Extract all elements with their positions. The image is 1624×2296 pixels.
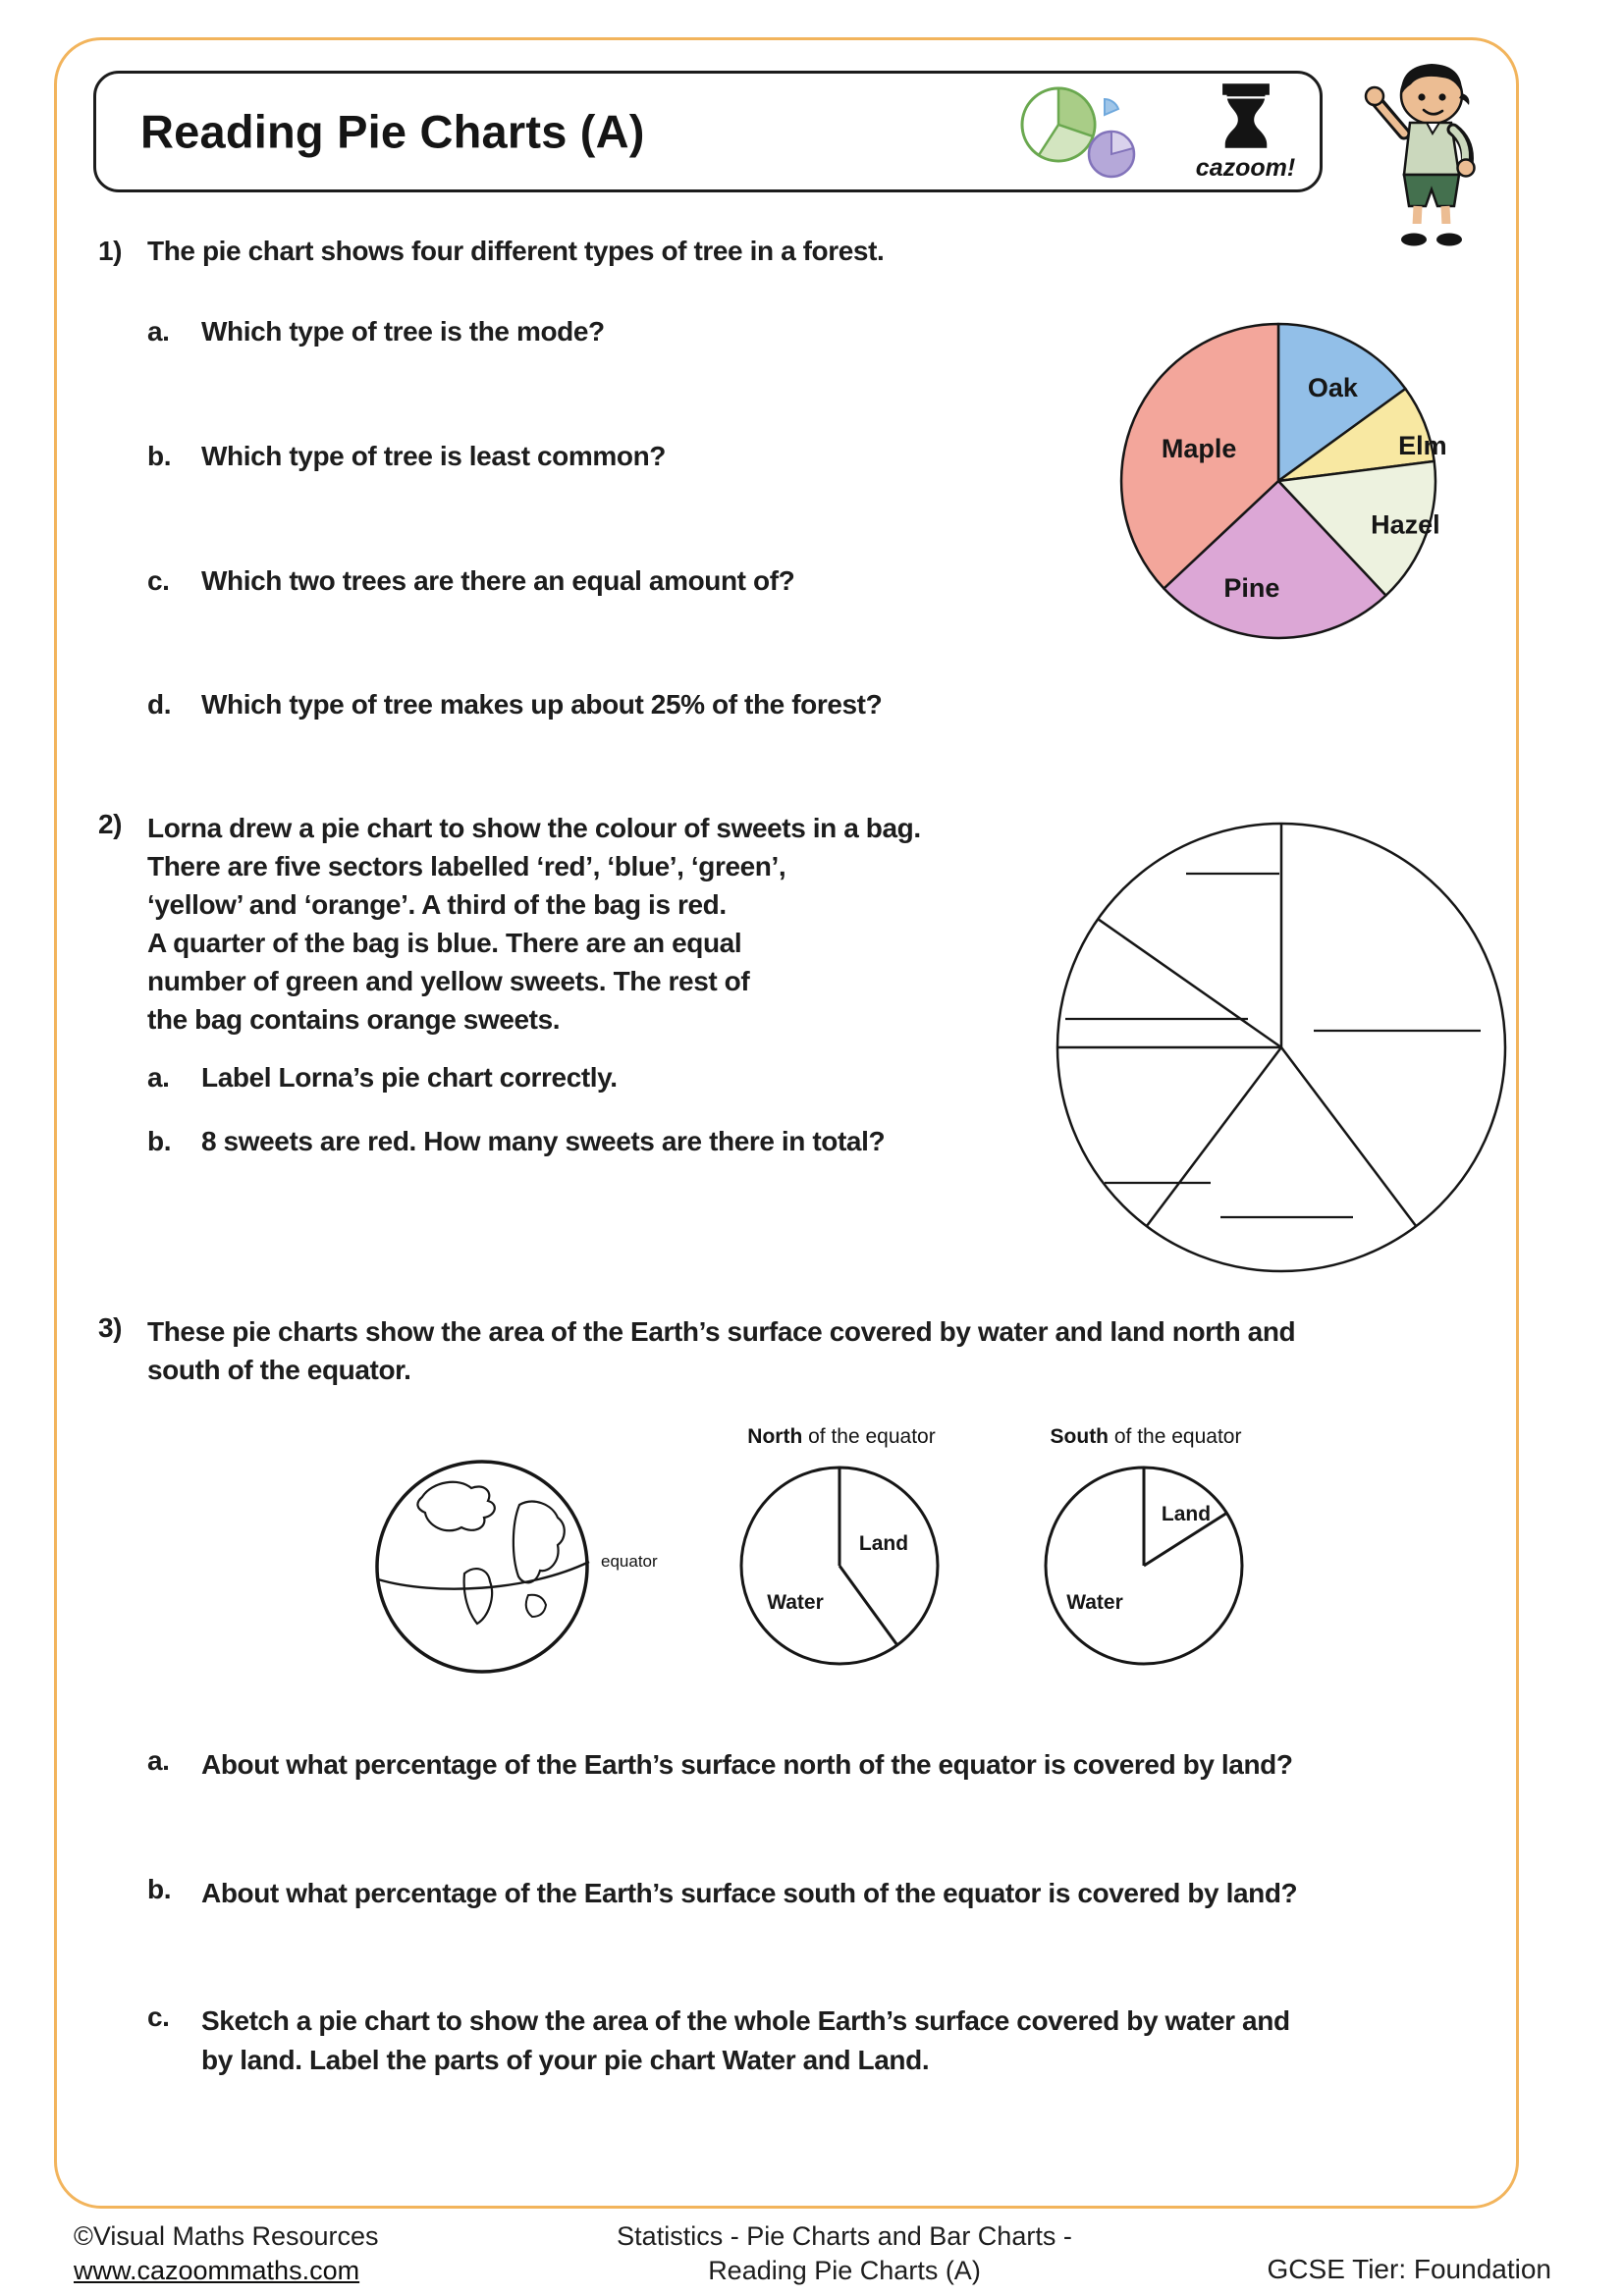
north-pie-title: North of the equator [747, 1425, 936, 1448]
part-text: 8 sweets are red. How many sweets are there in total? [201, 1126, 886, 1156]
question-1a [147, 316, 605, 347]
land-label: Land [1161, 1503, 1212, 1525]
page-title: Reading Pie Charts (A) [140, 105, 645, 158]
footer-left [74, 2219, 379, 2288]
question-number: 3) [98, 1312, 123, 1343]
question-1d [147, 689, 882, 721]
part-label: b. [147, 1126, 172, 1156]
website-link[interactable]: www.cazoommaths.com [74, 2256, 360, 2285]
continent-outline [526, 1595, 546, 1617]
question-text-line: number of green and yellow sweets. The rest of [147, 966, 750, 996]
sweets-pie-chart-unlabeled [1049, 815, 1514, 1280]
cazoom-logo [1174, 76, 1317, 193]
part-label: c. [147, 565, 170, 596]
question-1b [147, 441, 666, 472]
question-text-line: These pie charts show the area of the Earth’s surface covered by water and land north and [147, 1316, 1296, 1347]
part-label: a. [147, 1745, 170, 1776]
mascot-eye [1418, 93, 1425, 100]
land-label: Land [858, 1532, 909, 1555]
water-label: Water [767, 1591, 824, 1614]
part-text: Label Lorna’s pie chart correctly. [201, 1062, 618, 1093]
part-text: Sketch a pie chart to show the area of the whole Earth’s surface covered by water and [201, 2005, 1290, 2036]
part-text: About what percentage of the Earth’s surface south of the equator is covered by land? [201, 1878, 1298, 1908]
question-text-line: Lorna drew a pie chart to show the colour of sweets in a bag. [147, 813, 921, 843]
part-text: Which type of tree is least common? [201, 441, 666, 471]
pie-label-pine: Pine [1223, 573, 1280, 604]
mascot-shoe [1401, 234, 1427, 246]
question-3a [147, 1745, 1293, 1785]
equator-label: equator [601, 1552, 658, 1571]
part-text: Which type of tree makes up about 25% of the forest? [201, 689, 883, 720]
part-text: Which type of tree is the mode? [201, 316, 605, 347]
pie-label-oak: Oak [1307, 373, 1358, 403]
question-2b [147, 1126, 885, 1157]
pie-label-elm: Elm [1398, 431, 1447, 461]
question-text [147, 1312, 1295, 1389]
part-text: About what percentage of the Earth’s surface north of the equator is covered by land? [201, 1749, 1293, 1780]
question-text-line: south of the equator. [147, 1355, 411, 1385]
part-label: c. [147, 2002, 170, 2032]
part-label: b. [147, 441, 172, 471]
part-label: a. [147, 316, 170, 347]
student-mascot-illustration [1353, 49, 1502, 247]
globe-illustration [371, 1456, 597, 1682]
mascot-shorts [1404, 175, 1459, 206]
footer-series-text: Statistics - Pie Charts and Bar Charts - [617, 2221, 1072, 2251]
question-3c [147, 2002, 1290, 2080]
cazoom-logo-text: cazoom! [1195, 154, 1296, 182]
footer-center [515, 2219, 1173, 2288]
question-1c [147, 565, 794, 597]
north-hemisphere-pie-chart [734, 1460, 946, 1671]
question-text-line: A quarter of the bag is blue. There are an equal [147, 928, 742, 958]
water-label: Water [1066, 1591, 1123, 1614]
part-label: b. [147, 1874, 172, 1904]
pie-label-hazel: Hazel [1371, 509, 1440, 540]
question-text-line: There are five sectors labelled ‘red’, ‘blue’, ‘green’, [147, 851, 786, 881]
south-pie-title: South of the equator [1050, 1425, 1242, 1448]
question-2-prompt [98, 809, 921, 1039]
pie-label-maple: Maple [1161, 434, 1237, 464]
part-text: by land. Label the parts of your pie chart Water and Land. [201, 2045, 930, 2075]
mascot-eye [1438, 93, 1445, 100]
part-text: Which two trees are there an equal amount of? [201, 565, 795, 596]
part-label: a. [147, 1062, 170, 1093]
question-text: The pie chart shows four different types of tree in a forest. [147, 236, 885, 266]
question-1-prompt [98, 236, 884, 267]
header [93, 71, 1323, 192]
footer-sheet-title: Reading Pie Charts (A) [708, 2256, 981, 2285]
question-3-prompt [98, 1312, 1295, 1389]
question-text-line: the bag contains orange sweets. [147, 1004, 561, 1035]
south-hemisphere-pie-chart [1039, 1460, 1250, 1671]
question-2a [147, 1062, 618, 1094]
cazoom-drum-icon [1216, 79, 1276, 153]
question-number: 2) [98, 809, 123, 839]
question-text [147, 809, 921, 1039]
tier-label: GCSE Tier: Foundation [1267, 2254, 1551, 2284]
copyright-text: ©Visual Maths Resources [74, 2221, 379, 2251]
pie-charts-logo-icon [1009, 80, 1162, 186]
question-text-line: ‘yellow’ and ‘orange’. A third of the bag is red. [147, 889, 727, 920]
trees-pie-chart [1102, 306, 1455, 660]
part-label: d. [147, 689, 172, 720]
mascot-hand [1366, 87, 1383, 105]
question-3b [147, 1874, 1297, 1913]
mascot-shoe [1436, 234, 1462, 246]
question-number: 1) [98, 236, 123, 266]
